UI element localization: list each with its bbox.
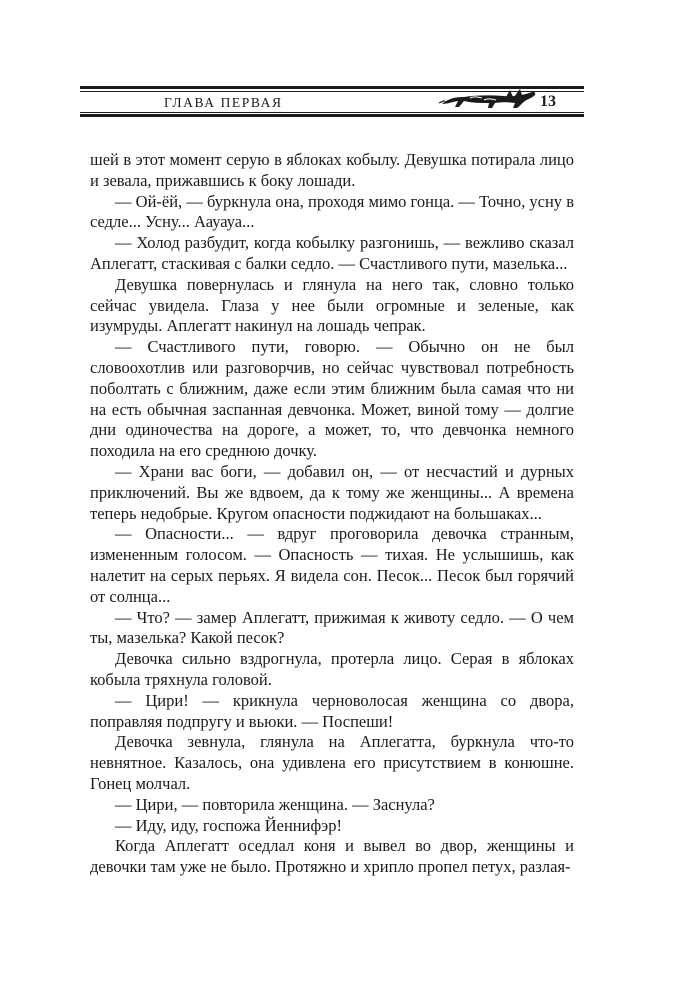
paragraph: шей в этот момент серую в яблоках кобылу. Девушка потирала лицо и зевала, прижавшись к боку лошади. (90, 150, 574, 190)
paragraph: — Цири! — крикнула черноволосая женщина со двора, поправляя подпругу и вьюки. — Поспеши! (90, 690, 574, 731)
body-text (90, 150, 574, 878)
paragraph: Когда Аплегатт оседлал коня и вывел во двор, женщины и девочки там уже не было. Протяжно и хрипло пропел петух, разлая- (90, 836, 574, 877)
chapter-title: ГЛАВА ПЕРВАЯ (164, 95, 283, 110)
paragraph: — Ой-ёй, — буркнула она, проходя мимо гонца. — Точно, усну в седле... Усну... Аауауа... (90, 191, 574, 232)
paragraph: — Счастливого пути, говорю. — Обычно он не был словоохотлив или разговорчив, но сейчас чувствовал потребность поболтать с ближним, даже если этим ближним была самая что ни на есть обычная заспанная девчонка. Может, виной тому — долгие дни одиночества на дороге, а может, то, что девчонка немного походила на его среднюю дочку. (90, 337, 574, 461)
paragraph: — Цири, — повторила женщина. — Заснула? (115, 794, 435, 814)
header-rule-bottom-thick (80, 114, 584, 117)
wolf-icon (436, 87, 540, 111)
header-rule-bottom-thin (80, 112, 584, 113)
page-number: 13 (540, 93, 556, 110)
paragraph: — Холод разбудит, когда кобылку разгонишь, — вежливо сказал Аплегатт, стаскивая с балки седло. — Счастливого пути, мазелька... (90, 233, 574, 273)
paragraph: Девушка повернулась и глянула на него так, словно только сейчас увидела. Глаза у нее были огромные и зеленые, как изумруды. Аплегатт накинул на лошадь чепрак. (90, 274, 574, 336)
running-header (80, 86, 584, 116)
paragraph: — Иду, иду, госпожа Йеннифэр! (115, 815, 342, 835)
paragraph: — Опасности... — вдруг проговорила девочка странным, измененным голосом. — Опасность — тихая. Не услышишь, как налетит на серых перьях. Я видела сон. Песок... Песок был горячий от солнца... (90, 524, 574, 606)
paragraph: Девочка зевнула, глянула на Аплегатта, буркнула что-то невнятное. Казалось, она удивлена его присутствием в конюшне. Гонец молчал. (90, 732, 574, 793)
paragraph: — Что? — замер Аплегатт, прижимая к животу седло. — О чем ты, мазелька? Какой песок? (90, 607, 574, 648)
paragraph: — Храни вас боги, — добавил он, — от несчастий и дурных приключений. Вы же вдвоем, да к тому же женщины... А времена теперь недобрые. Кругом опасности поджидают на большаках... (90, 461, 574, 523)
paragraph: Девочка сильно вздрогнула, протерла лицо. Серая в яблоках кобыла тряхнула головой. (90, 649, 574, 689)
